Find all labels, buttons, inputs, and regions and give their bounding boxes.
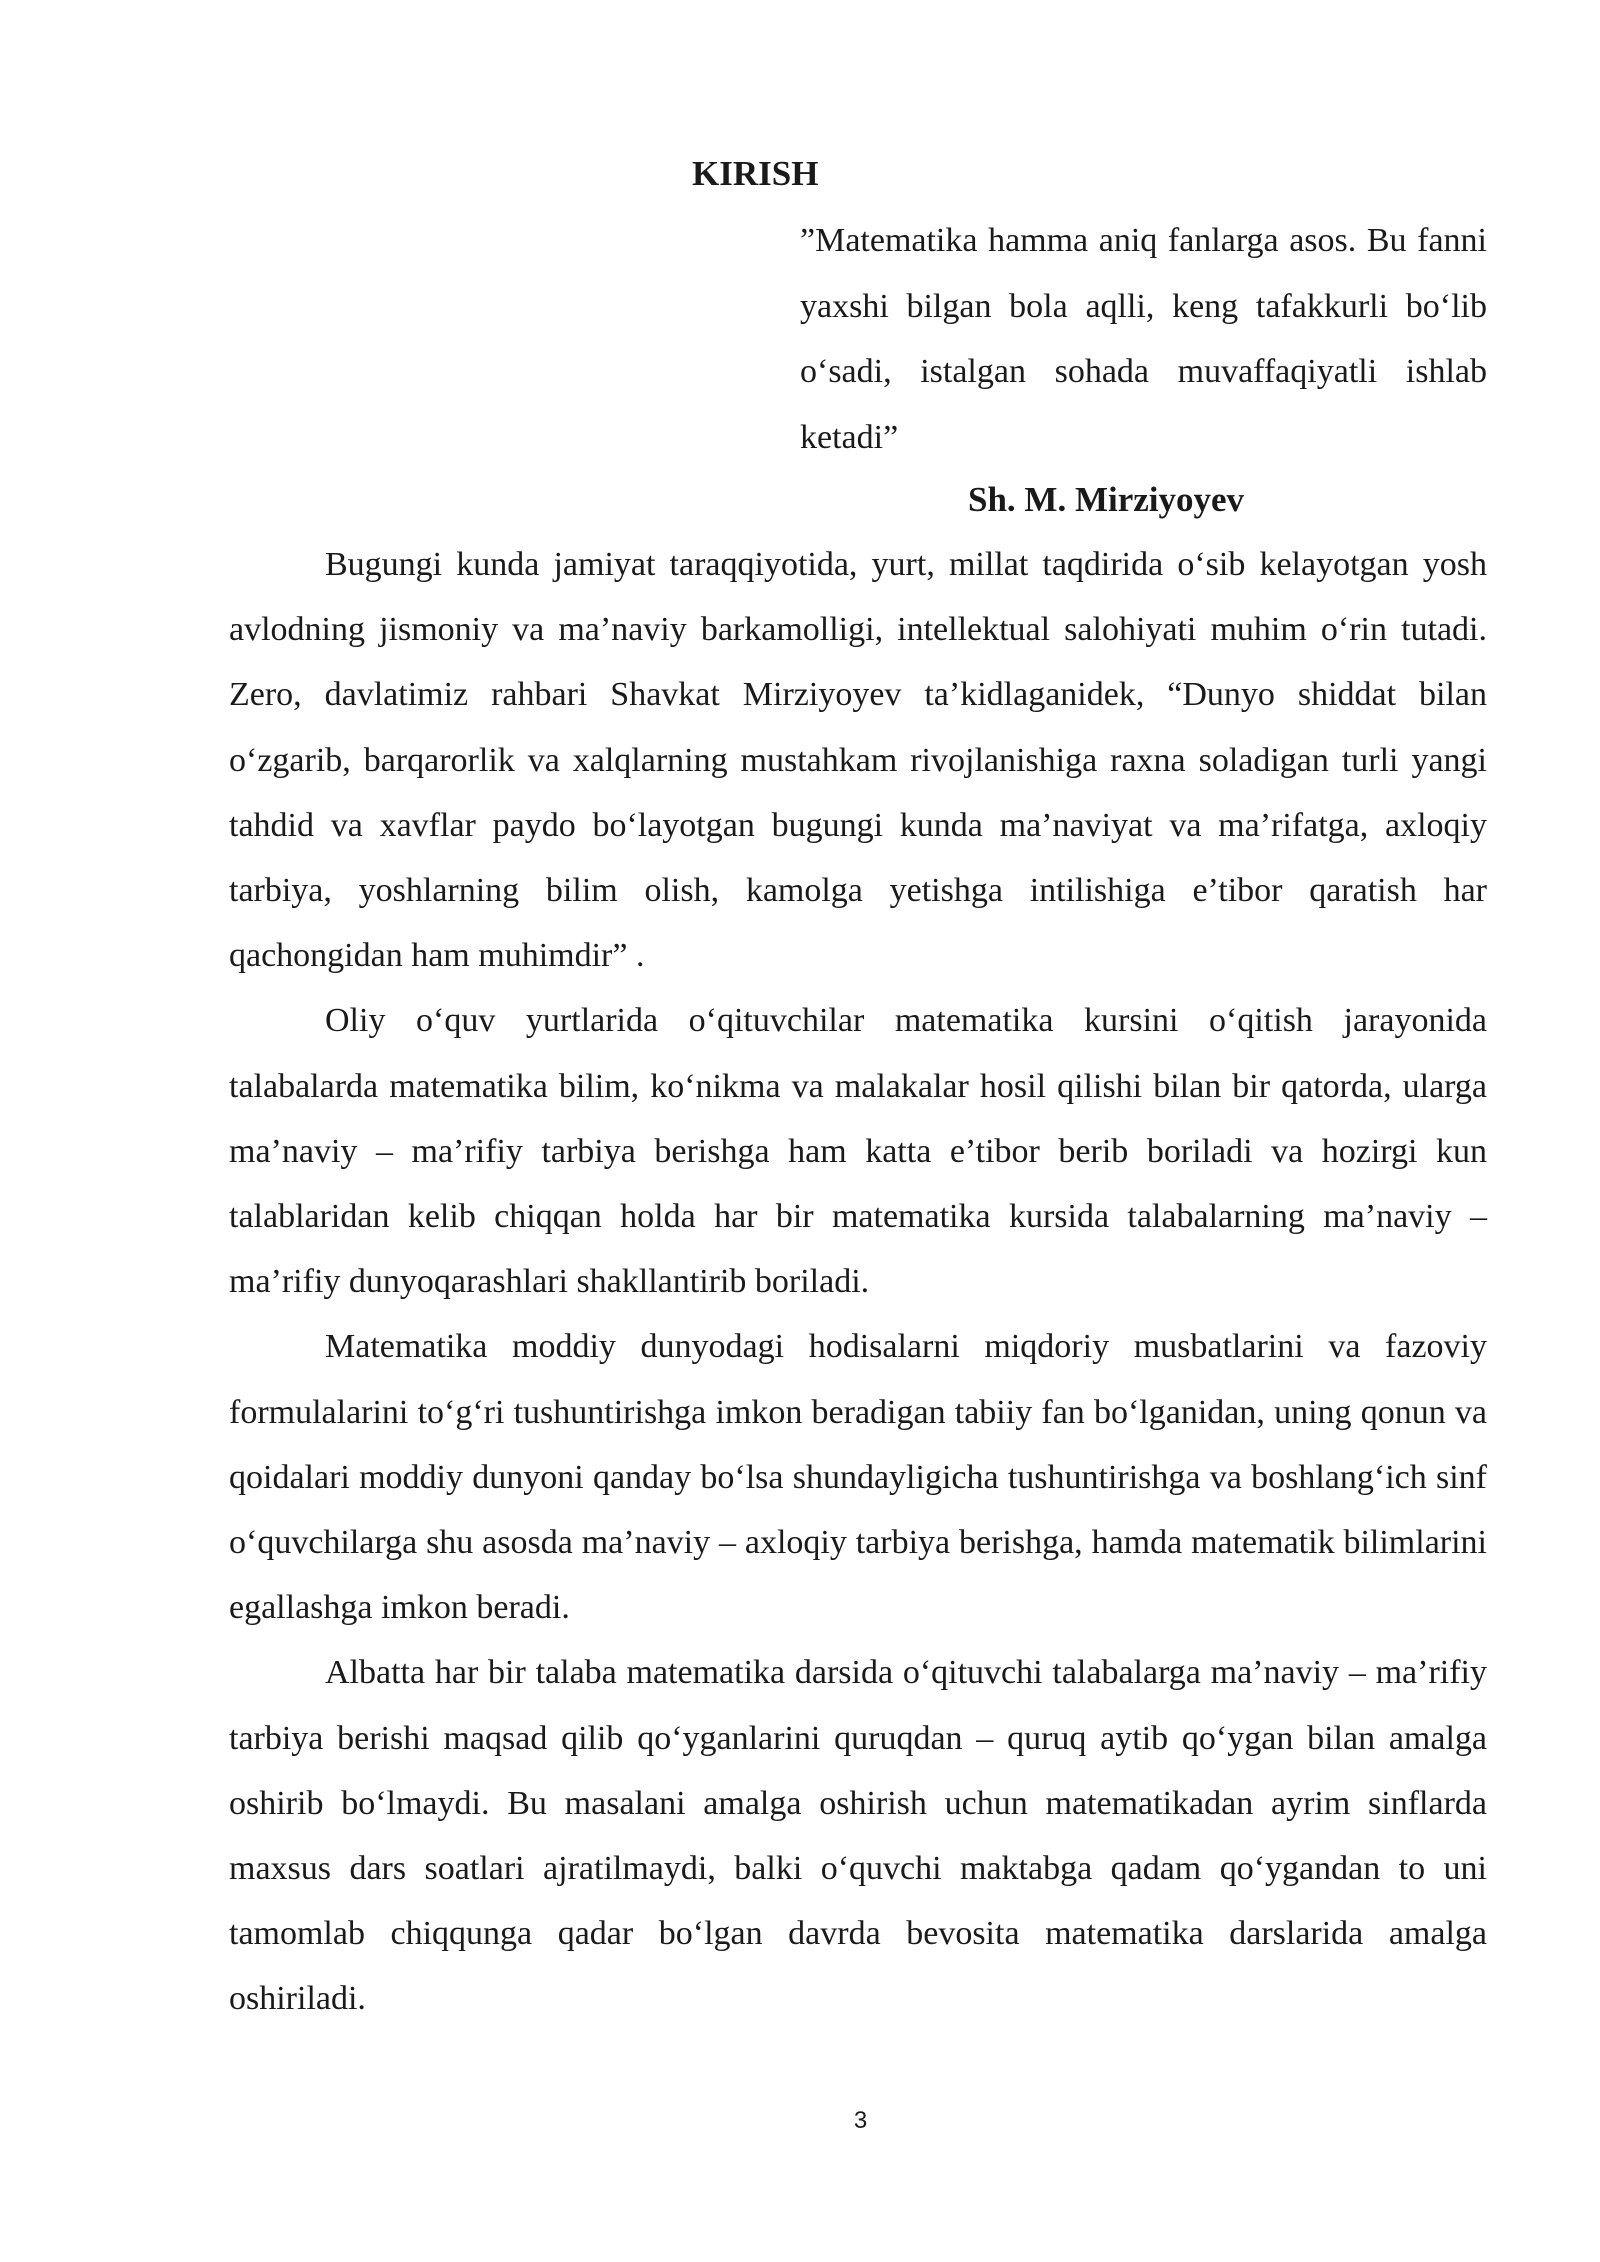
- epigraph-quote: ”Matematika hamma aniq fanlarga asos. Bu fanni yaxshi bilgan bola aqlli, keng tafakkurli bo‘lib o‘sadi, istalgan sohada muvaffaqiyatli ishlab ketadi”: [800, 222, 1487, 456]
- paragraph: Albatta har bir talaba matematika darsida o‘qituvchi talabalarga ma’naviy – ma’rifiy tarbiya berishi maqsad qilib qo‘yganlarini quruqdan – quruq aytib qo‘ygan bilan amalga oshirib bo‘lmaydi. Bu masalani amalga oshirish uchun matematikadan ayrim sinflarda maxsus dars soatlari ajratilmaydi, balki o‘quvchi maktabga qadam qo‘ygandan to uni tamomlab chiqqunga qadar bo‘lgan davrda bevosita matematika darslarida amalga oshiriladi.: [229, 1654, 1487, 2018]
- paragraph: Bugungi kunda jamiyat taraqqiyotida, yurt, millat taqdirida o‘sib kelayotgan yosh avlodning jismoniy va ma’naviy barkamolligi, intellektual salohiyati muhim o‘rin tutadi. Zero, davlatimiz rahbari Shavkat Mirziyoyev ta’kidlaganidek, “Dunyo shiddat bilan o‘zgarib, barqarorlik va xalqlarning mustahkam rivojlanishiga raxna soladigan turli yangi tahdid va xavflar paydo bo‘layotgan bugungi kunda ma’naviyat va ma’rifatga, axloqiy tarbiya, yoshlarning bilim olish, kamolga yetishga intilishiga e’tibor qaratish har qachongidan ham muhimdir” .: [229, 546, 1487, 975]
- page-number: 3: [853, 2107, 868, 2134]
- paragraph: Matematika moddiy dunyodagi hodisalarni miqdoriy musbatlarini va fazoviy formulalarini to‘g‘ri tushuntirishga imkon beradigan tabiiy fan bo‘lganidan, uning qonun va qoidalari moddiy dunyoni qanday bo‘lsa shundayligicha tushuntirishga va boshlang‘ich sinf o‘quvchilarga shu asosda ma’naviy – axloqiy tarbiya berishga, hamda matematik bilimlarini egallashga imkon beradi.: [229, 1328, 1487, 1627]
- epigraph-author: Sh. M. Mirziyoyev: [968, 480, 1245, 519]
- paragraph: Oliy o‘quv yurtlarida o‘qituvchilar matematika kursini o‘qitish jarayonida talabalarda matematika bilim, ko‘nikma va malakalar hosil qilishi bilan bir qatorda, ularga ma’naviy – ma’rifiy tarbiya berishga ham katta e’tibor berib boriladi va hozirgi kun talablaridan kelib chiqqan holda har bir matematika kursida talabalarning ma’naviy – ma’rifiy dunyoqarashlari shakllantirib boriladi.: [229, 1002, 1487, 1301]
- body-text: [229, 532, 1487, 2032]
- section-heading: KIRISH: [692, 154, 819, 193]
